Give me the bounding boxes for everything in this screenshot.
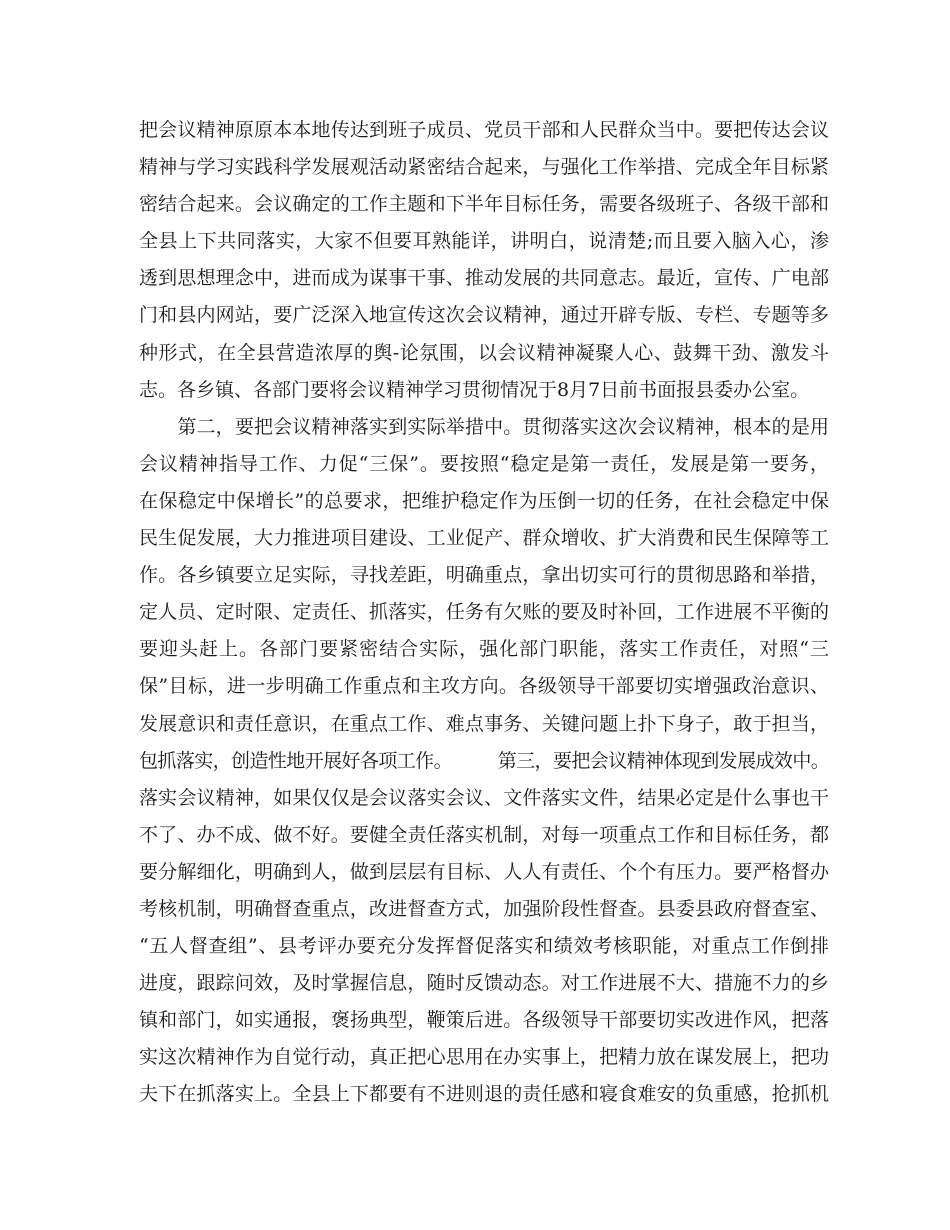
text-line: 密结合起来。会议确定的工作主题和下半年目标任务，需要各级班子、各级干部和	[139, 193, 829, 216]
text-line: 第二，要把会议精神落实到实际举措中。贯彻落实这次会议精神，根本的是用	[139, 415, 829, 438]
text-line: 把会议精神原原本本地传达到班子成员、党员干部和人民群众当中。要把传达会议	[139, 119, 829, 141]
text-line: 透到思想理念中，进而成为谋事干事、推动发展的共同意志。最近，宣传、广电部	[139, 267, 829, 290]
text-line: 民生促发展，大力推进项目建设、工业促产、群众增收、扩大消费和民生保障等工	[139, 527, 829, 550]
text-line: 落实会议精神，如果仅仅是会议落实会议、文件落实文件，结果必定是什么事也干	[139, 786, 829, 809]
text-line: 会议精神指导工作、力促“三保”。要按照“稳定是第一责任，发展是第一要务，	[139, 452, 829, 475]
text-line: 在保稳定中保增长”的总要求，把维护稳定作为压倒一切的任务，在社会稳定中保	[139, 489, 829, 512]
text-line: 要分解细化，明确到人，做到层层有目标、人人有责任、个个有压力。要严格督办	[139, 860, 829, 883]
text-line: 种形式，在全县营造浓厚的舆-论氛围，以会议精神凝聚人心、鼓舞干劲、激发斗	[139, 341, 829, 364]
text-line: 夫下在抓落实上。全县上下都要有不进则退的责任感和寝食难安的负重感，抢抓机	[139, 1083, 829, 1106]
text-line: 定人员、定时限、定责任、抓落实，任务有欠账的要及时补回，工作进展不平衡的	[139, 601, 829, 624]
text-line: 作。各乡镇要立足实际，寻找差距，明确重点，拿出切实可行的贯彻思路和举措，	[139, 564, 829, 587]
text-line: “五人督查组”、县考评办要充分发挥督促落实和绩效考核职能，对重点工作倒排	[139, 935, 829, 958]
text-line: 志。各乡镇、各部门要将会议精神学习贯彻情况于8月7日前书面报县委办公室。	[139, 378, 810, 401]
text-line: 门和县内网站，要广泛深入地宣传这次会议精神，通过开辟专版、专栏、专题等多	[139, 304, 829, 327]
body-text	[139, 112, 829, 1114]
text-line: 包抓落实，创造性地开展好各项工作。 第三，要把会议精神体现到发展成效中。	[139, 749, 829, 772]
text-line: 不了、办不成、做不好。要健全责任落实机制，对每一项重点工作和目标任务，都	[139, 823, 829, 846]
text-line: 实这次精神作为自觉行动，真正把心思用在办实事上，把精力放在谋发展上，把功	[139, 1046, 829, 1069]
text-line: 镇和部门，如实通报，褒扬典型，鞭策后进。各级领导干部要切实改进作风，把落	[139, 1009, 829, 1032]
text-line: 发展意识和责任意识，在重点工作、难点事务、关键问题上扑下身子，敢于担当，	[139, 712, 829, 735]
text-line: 精神与学习实践科学发展观活动紧密结合起来，与强化工作举措、完成全年目标紧	[139, 156, 829, 179]
text-line: 保”目标，进一步明确工作重点和主攻方向。各级领导干部要切实增强政治意识、	[139, 675, 829, 698]
text-line: 进度，跟踪问效，及时掌握信息，随时反馈动态。对工作进展不大、措施不力的乡	[139, 972, 829, 995]
text-line: 考核机制，明确督查重点，改进督查方式，加强阶段性督查。县委县政府督查室、	[139, 897, 829, 920]
text-line: 全县上下共同落实，大家不但要耳熟能详，讲明白，说清楚;而且要入脑入心，渗	[139, 230, 829, 253]
text-line: 要迎头赶上。各部门要紧密结合实际，强化部门职能，落实工作责任，对照“三	[139, 638, 829, 661]
